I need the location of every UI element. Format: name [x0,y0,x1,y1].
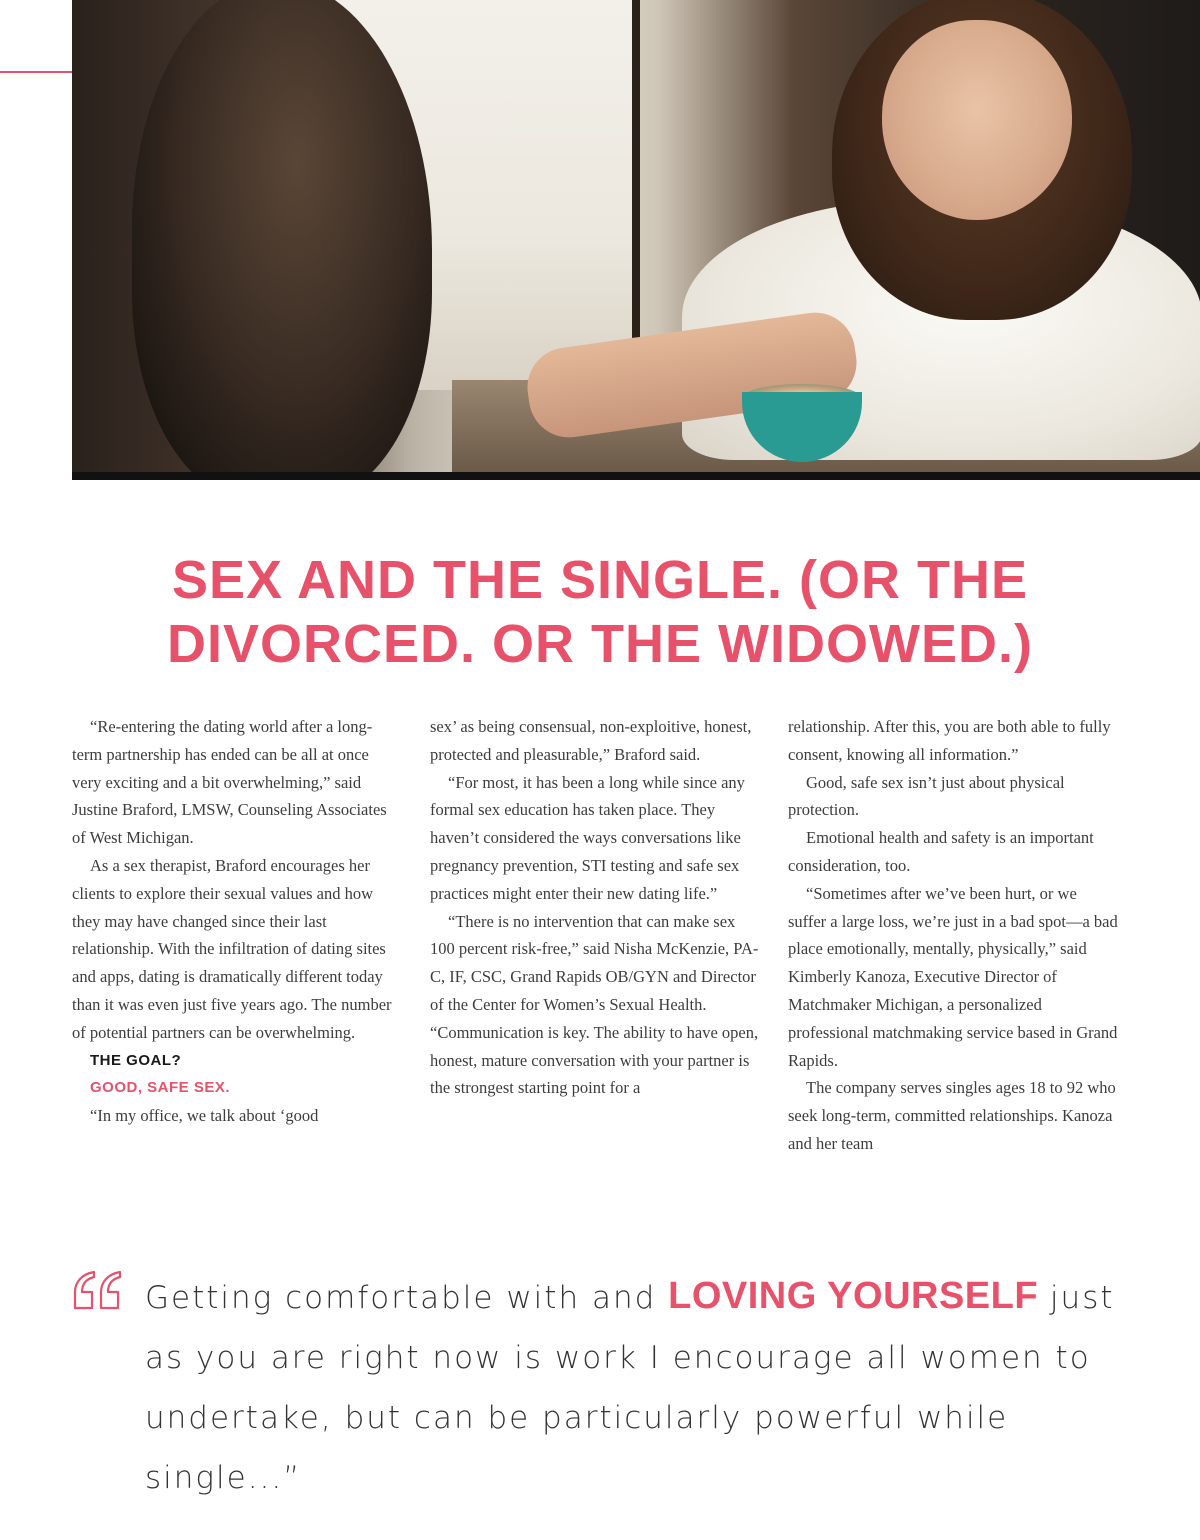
photo-bottom-bar [72,472,1200,480]
paragraph: As a sex therapist, Braford encourages her clients to explore their sexual values and how they may have changed since their last relationship. With the infiltration of dating sites and apps, dating is dramatically different today than it was even just five years ago. The number of potential partners can be overwhelming. [72,855,392,1042]
paragraph: “In my office, we talk about ‘good [90,1106,319,1126]
pull-quote-rest: just as you are right now is work I encourage all women to undertake, but can be particularly powerful while single...” [145,1280,1115,1496]
subhead-good-safe-sex: GOOD, SAFE SEX. [90,1079,231,1097]
paragraph: relationship. After this, you are both able to fully consent, knowing all information.” [788,717,1111,764]
pull-quote-emphasis: LOVING YOURSELF [668,1275,1039,1317]
paragraph: “There is no intervention that can make sex 100 percent risk-free,” said Nisha McKenzie, PA-C, IF, CSC, Grand Rapids OB/GYN and Director of the Center for Women’s Sexual Health. “Communication is key. The ability to have open, honest, mature conversation with your partner is the strongest starting point for a [430,911,759,1098]
open-quote-icon [72,1268,124,1312]
body-column-1 [72,713,402,1130]
paragraph: “Re-entering the dating world after a long-term partnership has ended can be all at once very exciting and a bit overwhelming,” said Justine Braford, LMSW, Counseling Associates of West Michigan. [72,717,387,848]
paragraph: The company serves singles ages 18 to 92 who seek long-term, committed relationships. Kanoza and her team [788,1078,1116,1153]
paragraph: sex’ as being consensual, non-exploitive, honest, protected and pleasurable,” Braford said. [430,717,752,764]
accent-rule [0,71,72,73]
body-column-2 [430,713,760,1102]
headline-line-2: DIVORCED. OR THE WIDOWED.) [167,614,1033,674]
article-headline [72,548,1128,676]
paragraph: “For most, it has been a long while since any formal sex education has taken place. They haven’t considered the ways conversations like pregnancy prevention, STI testing and safe sex practices might enter their new dating life.” [430,772,745,903]
pull-quote-lead: Getting comfortable with and [145,1280,669,1316]
body-column-3 [788,713,1118,1158]
paragraph: Good, safe sex isn’t just about physical protection. [788,772,1065,820]
hero-photo [72,0,1200,472]
paragraph: “Sometimes after we’ve been hurt, or we suffer a large loss, we’re just in a bad spot—a bad place emotionally, mentally, physically,” said Kimberly Kanoza, Executive Director of Matchmaker Michigan, a personalized professional matchmaking service based in Grand Rapids. [788,883,1118,1070]
photo-man-head [132,0,432,472]
paragraph: Emotional health and safety is an important consideration, too. [788,828,1094,875]
photo-woman-face [882,20,1072,220]
headline-line-1: SEX AND THE SINGLE. (OR THE [171,550,1029,610]
subhead-the-goal: THE GOAL? [90,1051,182,1069]
pull-quote [145,1266,1145,1508]
